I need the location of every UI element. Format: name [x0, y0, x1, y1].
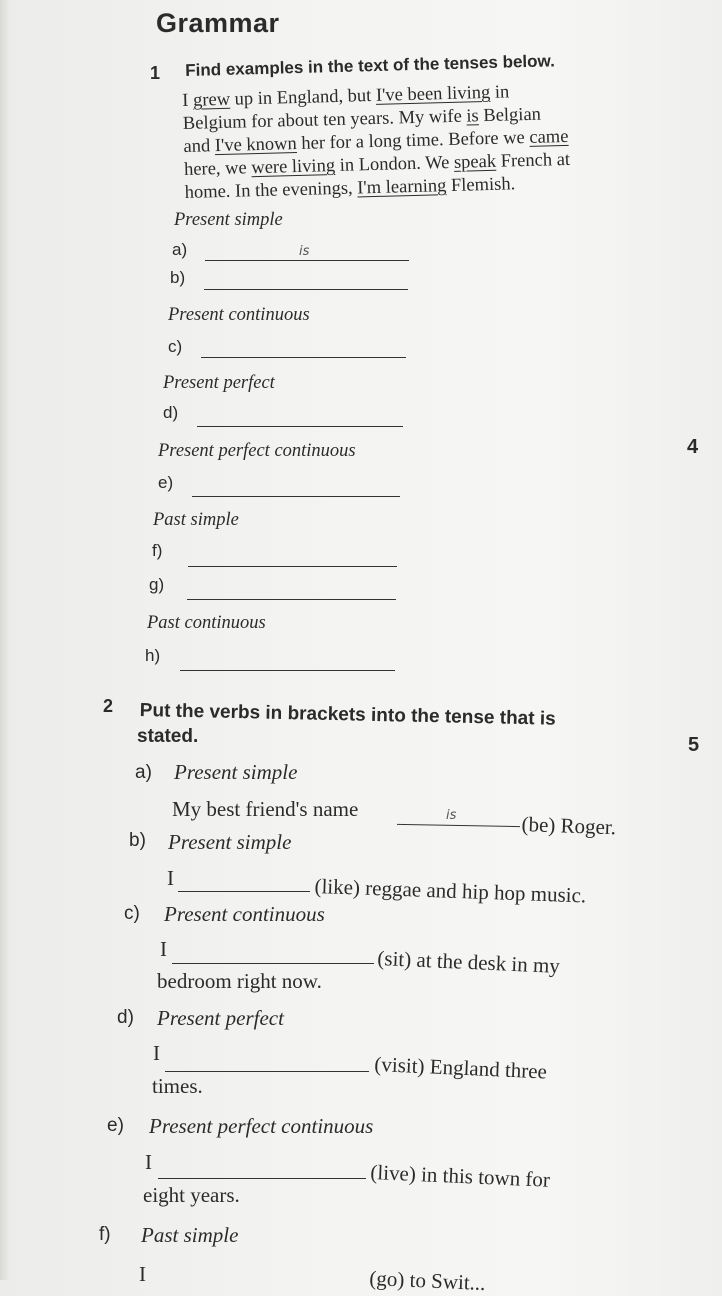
- q2-item-c-tense: Present continuous: [164, 902, 325, 926]
- passage-text: and: [183, 136, 216, 157]
- item-d-label: d): [163, 403, 179, 422]
- q2-item-c-after: (sit) at the desk in my: [376, 946, 561, 978]
- q2-item-b-after: (like) reggae and hip hop music.: [314, 874, 587, 908]
- category-present-perfect: Present perfect: [163, 373, 275, 393]
- item-c-blank[interactable]: [201, 357, 406, 358]
- question-1-number: 1: [150, 63, 161, 83]
- passage-text: in: [489, 82, 510, 103]
- passage-text: in London. We: [334, 152, 455, 177]
- q2-item-a-after: (be) Roger.: [521, 812, 617, 840]
- q2-item-c-line2: bedroom right now.: [157, 969, 322, 993]
- item-f-blank[interactable]: [188, 566, 397, 567]
- item-e-blank[interactable]: [192, 496, 400, 497]
- q2-item-e-blank[interactable]: [158, 1178, 366, 1179]
- q2-item-b-tense: Present simple: [168, 830, 292, 854]
- item-a-blank[interactable]: [205, 260, 409, 261]
- underlined-verb: is: [466, 106, 480, 127]
- passage-text: home. In the evenings,: [184, 178, 358, 203]
- q2-item-c-blank[interactable]: [172, 963, 374, 964]
- q2-item-f-before: I: [139, 1262, 146, 1286]
- q2-item-a-before: My best friend's name: [172, 797, 359, 821]
- q2-item-e-before: I: [145, 1150, 152, 1174]
- item-f-label: f): [152, 541, 163, 560]
- passage-text: I: [182, 90, 194, 111]
- underlined-verb: I've been living: [375, 82, 491, 106]
- q2-item-b-before: I: [167, 866, 174, 890]
- item-a-label: a): [172, 240, 188, 259]
- category-present-simple: Present simple: [174, 210, 283, 230]
- item-b-blank[interactable]: [204, 289, 408, 290]
- q2-item-e-line2: eight years.: [143, 1183, 240, 1207]
- item-d-blank[interactable]: [197, 426, 403, 427]
- q2-item-e-label: e): [107, 1115, 124, 1136]
- underlined-verb: grew: [192, 89, 231, 111]
- q2-item-d-before: I: [153, 1041, 160, 1065]
- passage-text: Belgium for about ten years. My wife: [182, 106, 467, 134]
- q2-item-a-tense: Present simple: [174, 760, 298, 784]
- reading-passage: [182, 80, 571, 205]
- item-a-answer: is: [299, 244, 310, 259]
- item-g-blank[interactable]: [187, 599, 396, 600]
- passage-text: up in England, but: [229, 85, 377, 110]
- passage-text: French at: [495, 149, 571, 172]
- q2-item-f-tense: Past simple: [141, 1223, 239, 1247]
- page-edge: [0, 0, 10, 1280]
- q2-item-d-blank[interactable]: [165, 1071, 369, 1072]
- passage-text: Belgian: [478, 104, 542, 127]
- passage-text: her for a long time. Before we: [296, 127, 530, 155]
- q2-item-d-tense: Present perfect: [157, 1006, 284, 1030]
- category-present-perfect-continuous: Present perfect continuous: [158, 441, 356, 461]
- question-2-instruction-cont: stated.: [137, 726, 199, 747]
- question-2-marks: 5: [688, 734, 700, 756]
- underlined-verb: came: [529, 126, 569, 148]
- underlined-verb: speak: [453, 151, 497, 173]
- q2-item-e-after: (live) in this town for: [369, 1160, 551, 1192]
- q2-item-d-label: d): [117, 1007, 134, 1028]
- passage-text: here, we: [183, 158, 252, 180]
- question-2-number: 2: [103, 696, 114, 716]
- category-past-continuous: Past continuous: [147, 613, 266, 633]
- q2-item-f-after: (go) to Swit...: [368, 1266, 486, 1296]
- question-1-instruction: Find examples in the text of the tenses below.: [185, 51, 556, 80]
- item-e-label: e): [158, 473, 174, 492]
- q2-item-d-line2: times.: [152, 1074, 203, 1098]
- q2-item-e-tense: Present perfect continuous: [149, 1114, 374, 1138]
- q2-item-d-after: (visit) England three: [373, 1052, 548, 1084]
- item-c-label: c): [168, 337, 183, 356]
- category-past-simple: Past simple: [153, 510, 239, 530]
- q2-item-a-answer: is: [446, 808, 457, 823]
- underlined-verb: were living: [251, 156, 336, 179]
- question-1-marks: 4: [687, 436, 699, 458]
- item-h-label: h): [145, 646, 161, 665]
- q2-item-b-label: b): [129, 830, 146, 851]
- q2-item-c-before: I: [160, 937, 167, 961]
- item-b-label: b): [170, 268, 186, 287]
- q2-item-c-label: c): [124, 903, 140, 924]
- question-2-instruction: Put the verbs in brackets into the tense that is: [139, 700, 556, 730]
- q2-item-a-label: a): [135, 762, 152, 783]
- section-heading: Grammar: [156, 8, 280, 38]
- category-present-continuous: Present continuous: [168, 305, 310, 325]
- q2-item-f-label: f): [99, 1224, 111, 1245]
- item-g-label: g): [149, 575, 165, 594]
- q2-item-b-blank[interactable]: [178, 891, 310, 892]
- underlined-verb: I've known: [214, 134, 298, 157]
- passage-text: Flemish.: [446, 174, 516, 197]
- item-h-blank[interactable]: [180, 670, 395, 671]
- q2-item-a-blank[interactable]: [397, 824, 520, 827]
- underlined-verb: I'm learning: [357, 176, 447, 199]
